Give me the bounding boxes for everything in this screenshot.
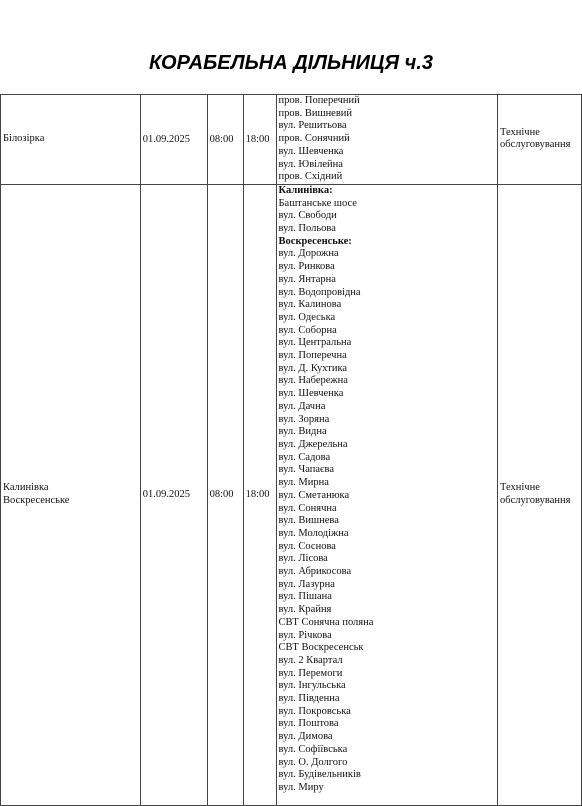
street-item: СВТ Воскресенськ [278, 642, 364, 654]
street-item: вул. Поперечна [278, 350, 347, 362]
street-item: вул. О. Долгого [278, 756, 348, 768]
street-item: вул. Річкова [278, 629, 332, 641]
outage-table [0, 94, 582, 806]
street-item: вул. Садова [278, 451, 331, 463]
streets-cell [276, 184, 497, 805]
street-item: вул. Мирна [278, 477, 329, 489]
street-item: вул. Видна [278, 426, 327, 438]
street-item: вул. Покровська [278, 705, 351, 717]
settlement-heading: Воскресенське: [278, 235, 352, 247]
street-item: пров. Сонячний [278, 133, 350, 145]
street-item: вул. Чапаєва [278, 464, 335, 476]
street-item: СВТ Сонячна поляна [278, 616, 374, 628]
street-item: вул. Польова [278, 223, 336, 235]
end-time-cell: 18:00 [243, 95, 276, 185]
street-item: вул. Шевченка [278, 388, 344, 400]
street-item: вул. Сметанюка [278, 489, 350, 501]
street-item: вул. Джерельна [278, 438, 348, 450]
street-item: вул. Соборна [278, 324, 337, 336]
street-item: вул. Абрикосова [278, 566, 352, 578]
street-item: вул. Дачна [278, 400, 326, 412]
streets-cell [276, 95, 497, 185]
street-item: вул. Крайня [278, 604, 332, 616]
street-item: вул. Ринкова [278, 261, 335, 273]
street-item: Баштанське шосе [278, 197, 357, 209]
date-cell: 01.09.2025 [140, 184, 207, 805]
street-item: вул. Соснова [278, 540, 336, 552]
street-item: пров. Поперечний [278, 95, 360, 106]
table-row [1, 95, 582, 185]
street-item: вул. Калинова [278, 299, 342, 311]
start-time-cell: 08:00 [207, 184, 243, 805]
street-item: вул. Димова [278, 731, 333, 743]
location-name: Воскресенське [3, 494, 70, 506]
street-item: вул. Центральна [278, 337, 352, 349]
reason-text: Технічне [499, 482, 540, 494]
street-item: вул. Лазурна [278, 578, 335, 590]
street-item: вул. Решитьова [278, 120, 347, 132]
street-item: вул. Ювілейна [278, 158, 343, 170]
street-item: вул. Південна [278, 693, 340, 705]
street-item: вул. Інгульська [278, 680, 346, 692]
location-name: Білозірка [3, 133, 45, 145]
street-item: вул. Шевченка [278, 145, 344, 157]
street-item: вул. Набережна [278, 375, 348, 387]
street-item: вул. Вишнева [278, 515, 339, 527]
settlement-heading: Калинівка: [278, 184, 333, 196]
page-title: КОРАБЕЛЬНА ДІЛЬНИЦЯ ч.3 [149, 52, 433, 74]
location-cell [1, 184, 141, 805]
reason-cell [497, 95, 581, 185]
street-item: вул. Будівельників [278, 769, 361, 781]
street-item: вул. Сонячна [278, 502, 337, 514]
street-item: вул. Д. Кухтика [278, 362, 348, 374]
end-time-cell: 18:00 [243, 184, 276, 805]
table-row [1, 184, 582, 805]
street-item: вул. Зоряна [278, 413, 330, 425]
location-cell [1, 95, 141, 185]
street-item: вул. Перемоги [278, 667, 343, 679]
reason-text: обслуговування [499, 139, 571, 151]
street-item: вул. Лісова [278, 553, 328, 565]
street-item: вул. Янтарна [278, 273, 336, 285]
street-item: вул. Молодіжна [278, 527, 349, 539]
street-item: вул. Одеська [278, 311, 336, 323]
reason-text: Технічне [499, 126, 540, 138]
location-name: Калинівка [3, 482, 49, 494]
street-item: пров. Східний [278, 171, 343, 183]
street-item: вул. Поштова [278, 718, 339, 730]
street-item: вул. Софіївська [278, 743, 348, 755]
street-item: пров. Вишневий [278, 107, 353, 119]
street-item: вул. Миру [278, 781, 324, 793]
street-item: вул. Пішана [278, 591, 332, 603]
reason-cell [497, 184, 581, 805]
start-time-cell: 08:00 [207, 95, 243, 185]
reason-text: обслуговування [499, 494, 571, 506]
street-item: вул. 2 Квартал [278, 654, 343, 666]
date-cell: 01.09.2025 [140, 95, 207, 185]
street-item: вул. Дорожна [278, 248, 339, 260]
street-item: вул. Водопровідна [278, 286, 361, 298]
street-item: вул. Свободи [278, 210, 337, 222]
